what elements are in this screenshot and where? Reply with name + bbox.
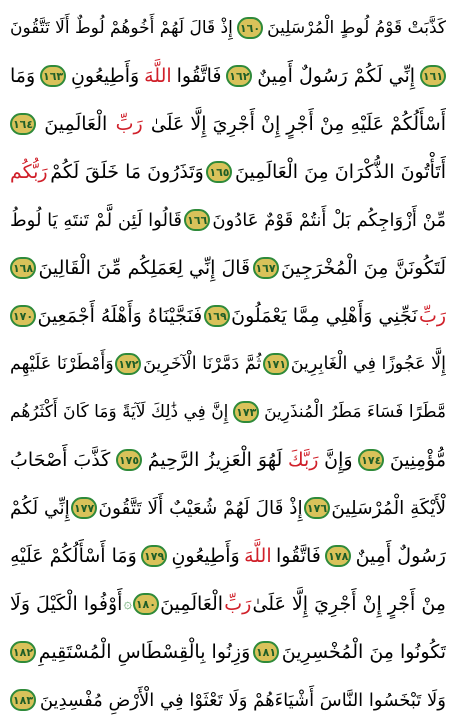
divine-name-text: اللَّهَ: [144, 65, 172, 87]
verse-text: الْعَالَمِينَ: [44, 113, 108, 135]
verse-text: تَكُونُوا مِنَ الْمُخْسِرِينَ: [281, 641, 446, 663]
text-line: [10, 488, 446, 528]
text-line: [10, 296, 446, 336]
verse-text: مَّطَرًا فَسَاءَ مَطَرُ الْمُنذَرِينَ: [264, 402, 446, 422]
verse-text: أَتَأْتُونَ الذُّكْرَانَ مِنَ الْعَالَمِينَ: [235, 161, 446, 183]
divine-name-text: اللَّهَ: [244, 545, 272, 567]
verse-text: فَاتَّقُوا: [176, 65, 222, 87]
verse-text: وَتَذَرُونَ مَا خَلَقَ لَكُمْ: [50, 161, 204, 183]
verse-text: وَإِنَّ: [324, 449, 353, 471]
verse-text: أَسْأَلُكُمْ عَلَيْهِ مِنْ أَجْرٍ إِنْ أَجْرِيَ إِلَّا عَلَىٰ: [150, 113, 446, 135]
verse-text: وَأَطِيعُونِ: [70, 65, 140, 87]
verse-text: كَذَّبَ أَصْحَابُ: [10, 449, 111, 471]
verse-text: لَهُوَ الْعَزِيزُ الرَّحِيمُ: [147, 449, 283, 471]
ayah-number-marker: ١٦٢: [226, 65, 252, 87]
text-line: [10, 536, 446, 576]
verse-text: أَوْفُوا الْكَيْلَ وَلَا: [10, 593, 123, 615]
text-line: [10, 680, 446, 720]
ayah-number-marker: ١٦٩: [204, 305, 230, 327]
ayah-number-marker: ١٧٢: [115, 353, 141, 375]
verse-text: مُّؤْمِنِينَ: [389, 449, 446, 471]
verse-text: فَنَجَّيْنَاهُ وَأَهْلَهُ أَجْمَعِينَ: [37, 305, 203, 327]
verse-text: الْعَالَمِينَ: [160, 593, 224, 615]
verse-text: وَأَطِيعُونِ: [171, 545, 240, 567]
verse-text: مِنْ أَجْرٍ إِنْ أَجْرِيَ إِلَّا عَلَىٰ: [252, 593, 446, 615]
verse-text: إِنَّ فِي ذَٰلِكَ لَآيَةً وَمَا كَانَ أَكْثَرُهُم: [10, 402, 229, 422]
ayah-number-marker: ١٧٩: [141, 545, 167, 567]
text-line: [10, 56, 446, 96]
ayah-number-marker: ١٦٨: [10, 257, 36, 279]
divine-name-text: رَبِّ: [418, 305, 446, 327]
divine-name-text: رَبِّ: [115, 113, 143, 135]
ayah-number-marker: ١٦٦: [184, 209, 210, 231]
verse-text: رَسُولٌ أَمِينٌ: [355, 545, 446, 567]
verse-text: لْأَيْكَةِ الْمُرْسَلِينَ: [331, 497, 446, 519]
verse-text: فَاتَّقُوا: [275, 545, 321, 567]
ayah-number-marker: ١٦٤: [10, 113, 36, 135]
verse-text: وَأَمْطَرْنَا عَلَيْهِم: [10, 354, 114, 374]
text-line: [10, 632, 446, 672]
text-line: [10, 248, 446, 288]
divine-name-text: رَبَّكَ: [287, 449, 319, 471]
verse-text: إِذْ قَالَ لَهُمْ شُعَيْبٌ أَلَا تَتَّقُونَ: [98, 497, 303, 519]
divine-name-text: رَبُّكُم: [10, 161, 48, 183]
text-line: [10, 392, 446, 432]
verse-text: نَجِّنِي وَأَهْلِي مِمَّا يَعْمَلُونَ: [231, 305, 418, 327]
ayah-number-marker: ١٦٣: [40, 65, 66, 87]
text-line: [10, 8, 446, 48]
text-line: [10, 344, 446, 384]
verse-text: ثُمَّ دَمَّرْنَا الْآخَرِينَ: [143, 354, 262, 374]
ayah-number-marker: ١٦٥: [206, 161, 232, 183]
verse-text: وَلَا تَبْخَسُوا النَّاسَ أَشْيَاءَهُمْ وَلَا تَعْثَوْا فِي الْأَرْضِ مُفْسِدِينَ: [39, 689, 446, 711]
rub-el-hizb-icon: ۞: [123, 596, 132, 612]
verse-text: وَزِنُوا بِالْقِسْطَاسِ الْمُسْتَقِيمِ: [38, 641, 251, 663]
text-line: [10, 152, 446, 192]
verse-text: كَذَّبَتْ قَوْمُ لُوطٍ الْمُرْسَلِينَ: [267, 18, 446, 38]
verse-text: وَمَا: [10, 65, 36, 87]
ayah-number-marker: ١٦١: [420, 65, 446, 87]
verse-text: قَالَ إِنِّي لِعَمَلِكُم مِّنَ الْقَالِينَ: [38, 257, 251, 279]
ayah-number-marker: ١٧٧: [71, 497, 97, 519]
ayah-number-marker: ١٧٥: [116, 449, 142, 471]
ayah-number-marker: ١٨٢: [10, 641, 36, 663]
ayah-number-marker: ١٧٤: [358, 449, 384, 471]
ayah-number-marker: ١٨١: [253, 641, 279, 663]
ayah-number-marker: ١٧٣: [233, 401, 259, 423]
text-line: [10, 440, 446, 480]
ayah-number-marker: ١٧٦: [304, 497, 330, 519]
ayah-number-marker: ١٧١: [263, 353, 289, 375]
verse-text: إِذْ قَالَ لَهُمْ أَخُوهُمْ لُوطٌ أَلَا تَتَّقُونَ: [10, 18, 233, 38]
text-line: [10, 104, 446, 144]
verse-text: قَالُوا لَئِن لَّمْ تَنتَهِ يَا لُوطُ: [10, 209, 183, 231]
divine-name-text: رَبِّ: [224, 593, 252, 615]
ayah-number-marker: ١٦٧: [253, 257, 279, 279]
verse-text: مِّنْ أَزْوَاجِكُم بَلْ أَنتُمْ قَوْمٌ عَادُونَ: [212, 209, 446, 231]
verse-text: إِنِّي لَكُمْ رَسُولٌ أَمِينٌ: [257, 65, 416, 87]
verse-text: إِلَّا عَجُوزًا فِي الْغَابِرِينَ: [290, 354, 446, 374]
ayah-number-marker: ١٧٠: [10, 305, 36, 327]
verse-text: إِنِّي لَكُمْ: [10, 497, 70, 519]
ayah-number-marker: ١٦٠: [237, 17, 263, 39]
ayah-number-marker: ١٨٣: [10, 689, 36, 711]
verse-text: وَمَا أَسْأَلُكُمْ عَلَيْهِ: [10, 545, 137, 567]
text-line: [10, 200, 446, 240]
ayah-number-marker: ١٨٠: [133, 593, 159, 615]
text-line: [10, 584, 446, 624]
ayah-number-marker: ١٧٨: [325, 545, 351, 567]
verse-text: لَتَكُونَنَّ مِنَ الْمُخْرَجِينَ: [280, 257, 446, 279]
